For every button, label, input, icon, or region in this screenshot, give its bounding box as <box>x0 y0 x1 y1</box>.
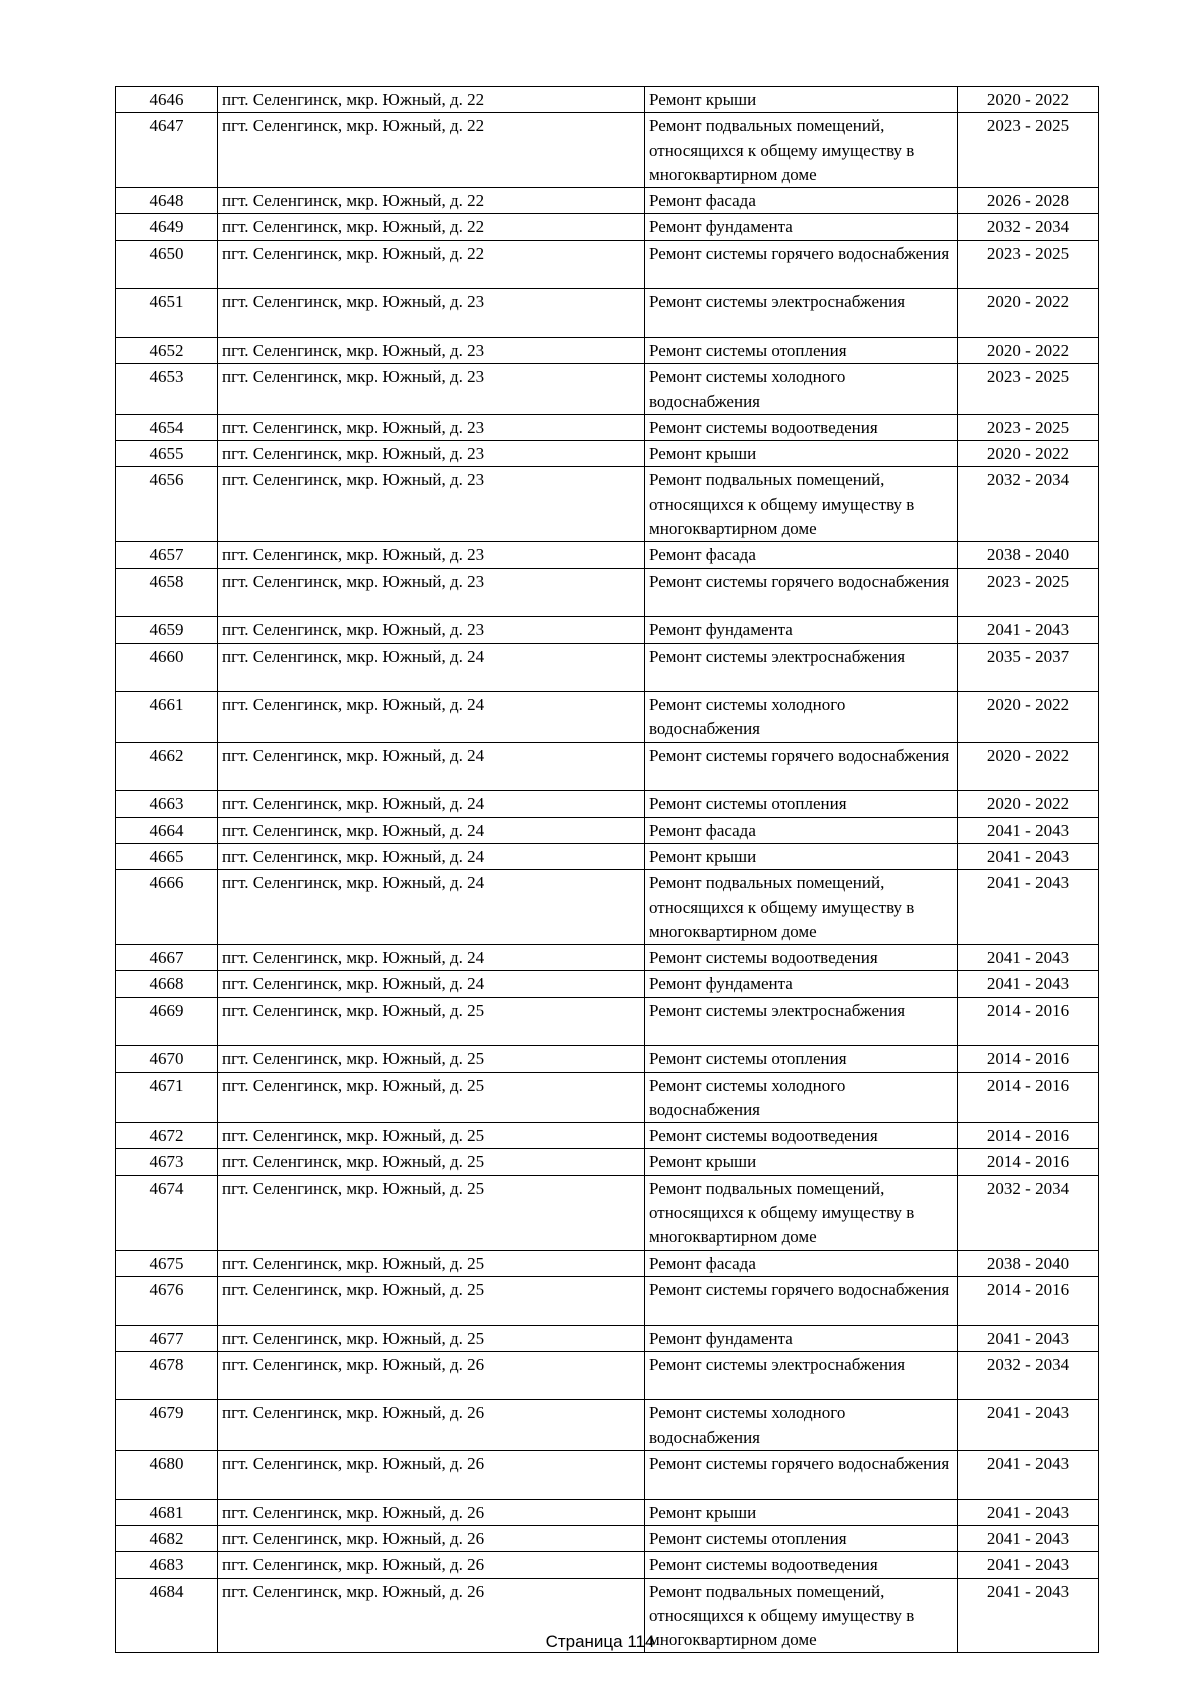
table-row <box>116 568 1099 617</box>
work-type-cell: Ремонт системы водоотведения <box>645 1123 958 1149</box>
address-cell: пгт. Селенгинск, мкр. Южный, д. 24 <box>218 945 645 971</box>
period-cell: 2014 - 2016 <box>958 1149 1099 1175</box>
row-number-cell: 4656 <box>116 467 218 542</box>
row-number-cell: 4683 <box>116 1552 218 1578</box>
work-type-cell: Ремонт системы электроснабжения <box>645 1351 958 1400</box>
page-number: Страница 114 <box>545 1632 655 1651</box>
row-number-cell: 4657 <box>116 542 218 568</box>
table-row <box>116 1149 1099 1175</box>
period-cell: 2023 - 2025 <box>958 414 1099 440</box>
row-number-cell: 4677 <box>116 1325 218 1351</box>
row-number-cell: 4680 <box>116 1451 218 1500</box>
table-row <box>116 289 1099 338</box>
period-cell: 2041 - 2043 <box>958 945 1099 971</box>
period-cell: 2038 - 2040 <box>958 542 1099 568</box>
work-type-cell: Ремонт системы электроснабжения <box>645 289 958 338</box>
work-type-cell: Ремонт фасада <box>645 542 958 568</box>
table-row <box>116 467 1099 542</box>
period-cell: 2041 - 2043 <box>958 1325 1099 1351</box>
row-number-cell: 4682 <box>116 1525 218 1551</box>
row-number-cell: 4684 <box>116 1578 218 1653</box>
row-number-cell: 4681 <box>116 1499 218 1525</box>
work-type-cell: Ремонт фасада <box>645 817 958 843</box>
period-cell: 2020 - 2022 <box>958 441 1099 467</box>
work-type-cell: Ремонт системы отопления <box>645 337 958 363</box>
period-cell: 2023 - 2025 <box>958 113 1099 188</box>
work-type-cell: Ремонт системы электроснабжения <box>645 997 958 1046</box>
row-number-cell: 4679 <box>116 1400 218 1451</box>
table-row <box>116 945 1099 971</box>
address-cell: пгт. Селенгинск, мкр. Южный, д. 22 <box>218 240 645 289</box>
table-row <box>116 414 1099 440</box>
address-cell: пгт. Селенгинск, мкр. Южный, д. 23 <box>218 467 645 542</box>
period-cell: 2014 - 2016 <box>958 1123 1099 1149</box>
work-type-cell: Ремонт системы водоотведения <box>645 1552 958 1578</box>
work-type-cell: Ремонт системы горячего водоснабжения <box>645 240 958 289</box>
row-number-cell: 4671 <box>116 1072 218 1123</box>
work-type-cell: Ремонт подвальных помещений, относящихся к общему имуществу в многоквартирном доме <box>645 113 958 188</box>
table-row <box>116 1525 1099 1551</box>
work-type-cell: Ремонт фасада <box>645 1250 958 1276</box>
period-cell: 2014 - 2016 <box>958 1276 1099 1325</box>
work-type-cell: Ремонт крыши <box>645 1499 958 1525</box>
address-cell: пгт. Селенгинск, мкр. Южный, д. 24 <box>218 971 645 997</box>
row-number-cell: 4654 <box>116 414 218 440</box>
table-body <box>116 87 1099 1653</box>
work-type-cell: Ремонт крыши <box>645 87 958 113</box>
table-row <box>116 364 1099 415</box>
address-cell: пгт. Селенгинск, мкр. Южный, д. 24 <box>218 643 645 692</box>
table-row <box>116 113 1099 188</box>
address-cell: пгт. Селенгинск, мкр. Южный, д. 26 <box>218 1525 645 1551</box>
work-type-cell: Ремонт системы отопления <box>645 791 958 817</box>
period-cell: 2023 - 2025 <box>958 240 1099 289</box>
address-cell: пгт. Селенгинск, мкр. Южный, д. 22 <box>218 113 645 188</box>
address-cell: пгт. Селенгинск, мкр. Южный, д. 25 <box>218 1276 645 1325</box>
row-number-cell: 4650 <box>116 240 218 289</box>
address-cell: пгт. Селенгинск, мкр. Южный, д. 23 <box>218 414 645 440</box>
work-type-cell: Ремонт системы холодного водоснабжения <box>645 364 958 415</box>
address-cell: пгт. Селенгинск, мкр. Южный, д. 23 <box>218 617 645 643</box>
period-cell: 2014 - 2016 <box>958 1072 1099 1123</box>
table-row <box>116 742 1099 791</box>
table-row <box>116 617 1099 643</box>
address-cell: пгт. Селенгинск, мкр. Южный, д. 23 <box>218 337 645 363</box>
table-row <box>116 1552 1099 1578</box>
work-type-cell: Ремонт крыши <box>645 441 958 467</box>
row-number-cell: 4678 <box>116 1351 218 1400</box>
row-number-cell: 4646 <box>116 87 218 113</box>
repair-schedule-table <box>115 86 1099 1653</box>
table-row <box>116 791 1099 817</box>
row-number-cell: 4661 <box>116 692 218 743</box>
address-cell: пгт. Селенгинск, мкр. Южный, д. 26 <box>218 1451 645 1500</box>
row-number-cell: 4665 <box>116 843 218 869</box>
address-cell: пгт. Селенгинск, мкр. Южный, д. 24 <box>218 742 645 791</box>
address-cell: пгт. Селенгинск, мкр. Южный, д. 26 <box>218 1499 645 1525</box>
period-cell: 2014 - 2016 <box>958 1046 1099 1072</box>
row-number-cell: 4653 <box>116 364 218 415</box>
work-type-cell: Ремонт фасада <box>645 188 958 214</box>
address-cell: пгт. Селенгинск, мкр. Южный, д. 25 <box>218 1123 645 1149</box>
work-type-cell: Ремонт подвальных помещений, относящихся к общему имуществу в многоквартирном доме <box>645 1578 958 1653</box>
table-row <box>116 214 1099 240</box>
row-number-cell: 4674 <box>116 1175 218 1250</box>
row-number-cell: 4660 <box>116 643 218 692</box>
address-cell: пгт. Селенгинск, мкр. Южный, д. 22 <box>218 214 645 240</box>
work-type-cell: Ремонт фундамента <box>645 214 958 240</box>
address-cell: пгт. Селенгинск, мкр. Южный, д. 24 <box>218 817 645 843</box>
period-cell: 2041 - 2043 <box>958 1451 1099 1500</box>
table-row <box>116 997 1099 1046</box>
table-row <box>116 1276 1099 1325</box>
period-cell: 2041 - 2043 <box>958 1525 1099 1551</box>
period-cell: 2020 - 2022 <box>958 742 1099 791</box>
address-cell: пгт. Селенгинск, мкр. Южный, д. 25 <box>218 1325 645 1351</box>
work-type-cell: Ремонт подвальных помещений, относящихся к общему имуществу в многоквартирном доме <box>645 870 958 945</box>
table-row <box>116 1175 1099 1250</box>
period-cell: 2041 - 2043 <box>958 1499 1099 1525</box>
row-number-cell: 4658 <box>116 568 218 617</box>
address-cell: пгт. Селенгинск, мкр. Южный, д. 25 <box>218 997 645 1046</box>
work-type-cell: Ремонт системы горячего водоснабжения <box>645 1451 958 1500</box>
address-cell: пгт. Селенгинск, мкр. Южный, д. 24 <box>218 870 645 945</box>
period-cell: 2032 - 2034 <box>958 214 1099 240</box>
table-row <box>116 87 1099 113</box>
address-cell: пгт. Селенгинск, мкр. Южный, д. 25 <box>218 1072 645 1123</box>
period-cell: 2041 - 2043 <box>958 817 1099 843</box>
address-cell: пгт. Селенгинск, мкр. Южный, д. 26 <box>218 1400 645 1451</box>
work-type-cell: Ремонт фундамента <box>645 617 958 643</box>
work-type-cell: Ремонт подвальных помещений, относящихся к общему имуществу в многоквартирном доме <box>645 467 958 542</box>
period-cell: 2023 - 2025 <box>958 568 1099 617</box>
table-row <box>116 1451 1099 1500</box>
period-cell: 2020 - 2022 <box>958 692 1099 743</box>
row-number-cell: 4666 <box>116 870 218 945</box>
work-type-cell: Ремонт системы холодного водоснабжения <box>645 692 958 743</box>
row-number-cell: 4664 <box>116 817 218 843</box>
address-cell: пгт. Селенгинск, мкр. Южный, д. 25 <box>218 1149 645 1175</box>
row-number-cell: 4655 <box>116 441 218 467</box>
period-cell: 2020 - 2022 <box>958 337 1099 363</box>
table-row <box>116 843 1099 869</box>
period-cell: 2014 - 2016 <box>958 997 1099 1046</box>
table-row <box>116 1123 1099 1149</box>
period-cell: 2041 - 2043 <box>958 870 1099 945</box>
period-cell: 2020 - 2022 <box>958 87 1099 113</box>
address-cell: пгт. Селенгинск, мкр. Южный, д. 22 <box>218 188 645 214</box>
table-row <box>116 817 1099 843</box>
period-cell: 2041 - 2043 <box>958 1552 1099 1578</box>
work-type-cell: Ремонт системы холодного водоснабжения <box>645 1400 958 1451</box>
table-row <box>116 1499 1099 1525</box>
period-cell: 2038 - 2040 <box>958 1250 1099 1276</box>
row-number-cell: 4652 <box>116 337 218 363</box>
work-type-cell: Ремонт системы горячего водоснабжения <box>645 742 958 791</box>
row-number-cell: 4669 <box>116 997 218 1046</box>
work-type-cell: Ремонт крыши <box>645 843 958 869</box>
work-type-cell: Ремонт системы горячего водоснабжения <box>645 1276 958 1325</box>
work-type-cell: Ремонт подвальных помещений, относящихся к общему имуществу в многоквартирном доме <box>645 1175 958 1250</box>
row-number-cell: 4651 <box>116 289 218 338</box>
row-number-cell: 4673 <box>116 1149 218 1175</box>
table-row <box>116 870 1099 945</box>
work-type-cell: Ремонт фундамента <box>645 1325 958 1351</box>
table-row <box>116 692 1099 743</box>
row-number-cell: 4675 <box>116 1250 218 1276</box>
table-row <box>116 1046 1099 1072</box>
table-row <box>116 1250 1099 1276</box>
table-row <box>116 1400 1099 1451</box>
table-row <box>116 643 1099 692</box>
table-row <box>116 337 1099 363</box>
table-row <box>116 971 1099 997</box>
table-row <box>116 188 1099 214</box>
address-cell: пгт. Селенгинск, мкр. Южный, д. 24 <box>218 692 645 743</box>
work-type-cell: Ремонт системы горячего водоснабжения <box>645 568 958 617</box>
period-cell: 2020 - 2022 <box>958 791 1099 817</box>
row-number-cell: 4667 <box>116 945 218 971</box>
period-cell: 2041 - 2043 <box>958 843 1099 869</box>
period-cell: 2041 - 2043 <box>958 1400 1099 1451</box>
period-cell: 2032 - 2034 <box>958 1175 1099 1250</box>
table-row <box>116 441 1099 467</box>
row-number-cell: 4672 <box>116 1123 218 1149</box>
address-cell: пгт. Селенгинск, мкр. Южный, д. 25 <box>218 1046 645 1072</box>
work-type-cell: Ремонт системы водоотведения <box>645 945 958 971</box>
row-number-cell: 4670 <box>116 1046 218 1072</box>
address-cell: пгт. Селенгинск, мкр. Южный, д. 25 <box>218 1175 645 1250</box>
work-type-cell: Ремонт системы холодного водоснабжения <box>645 1072 958 1123</box>
address-cell: пгт. Селенгинск, мкр. Южный, д. 23 <box>218 289 645 338</box>
address-cell: пгт. Селенгинск, мкр. Южный, д. 22 <box>218 87 645 113</box>
table-row <box>116 1325 1099 1351</box>
period-cell: 2041 - 2043 <box>958 617 1099 643</box>
period-cell: 2035 - 2037 <box>958 643 1099 692</box>
address-cell: пгт. Селенгинск, мкр. Южный, д. 23 <box>218 364 645 415</box>
address-cell: пгт. Селенгинск, мкр. Южный, д. 23 <box>218 542 645 568</box>
work-type-cell: Ремонт фундамента <box>645 971 958 997</box>
work-type-cell: Ремонт системы отопления <box>645 1525 958 1551</box>
work-type-cell: Ремонт системы отопления <box>645 1046 958 1072</box>
table-row <box>116 542 1099 568</box>
address-cell: пгт. Селенгинск, мкр. Южный, д. 26 <box>218 1351 645 1400</box>
address-cell: пгт. Селенгинск, мкр. Южный, д. 25 <box>218 1250 645 1276</box>
row-number-cell: 4662 <box>116 742 218 791</box>
period-cell: 2041 - 2043 <box>958 971 1099 997</box>
period-cell: 2041 - 2043 <box>958 1578 1099 1653</box>
address-cell: пгт. Селенгинск, мкр. Южный, д. 26 <box>218 1552 645 1578</box>
address-cell: пгт. Селенгинск, мкр. Южный, д. 23 <box>218 568 645 617</box>
row-number-cell: 4668 <box>116 971 218 997</box>
period-cell: 2032 - 2034 <box>958 467 1099 542</box>
work-type-cell: Ремонт системы электроснабжения <box>645 643 958 692</box>
row-number-cell: 4663 <box>116 791 218 817</box>
table-row <box>116 1351 1099 1400</box>
row-number-cell: 4649 <box>116 214 218 240</box>
period-cell: 2026 - 2028 <box>958 188 1099 214</box>
address-cell: пгт. Селенгинск, мкр. Южный, д. 24 <box>218 791 645 817</box>
period-cell: 2032 - 2034 <box>958 1351 1099 1400</box>
period-cell: 2023 - 2025 <box>958 364 1099 415</box>
row-number-cell: 4647 <box>116 113 218 188</box>
row-number-cell: 4648 <box>116 188 218 214</box>
table-row <box>116 240 1099 289</box>
row-number-cell: 4659 <box>116 617 218 643</box>
address-cell: пгт. Селенгинск, мкр. Южный, д. 26 <box>218 1578 645 1653</box>
table-row <box>116 1072 1099 1123</box>
work-type-cell: Ремонт крыши <box>645 1149 958 1175</box>
address-cell: пгт. Селенгинск, мкр. Южный, д. 23 <box>218 441 645 467</box>
address-cell: пгт. Селенгинск, мкр. Южный, д. 24 <box>218 843 645 869</box>
work-type-cell: Ремонт системы водоотведения <box>645 414 958 440</box>
row-number-cell: 4676 <box>116 1276 218 1325</box>
period-cell: 2020 - 2022 <box>958 289 1099 338</box>
